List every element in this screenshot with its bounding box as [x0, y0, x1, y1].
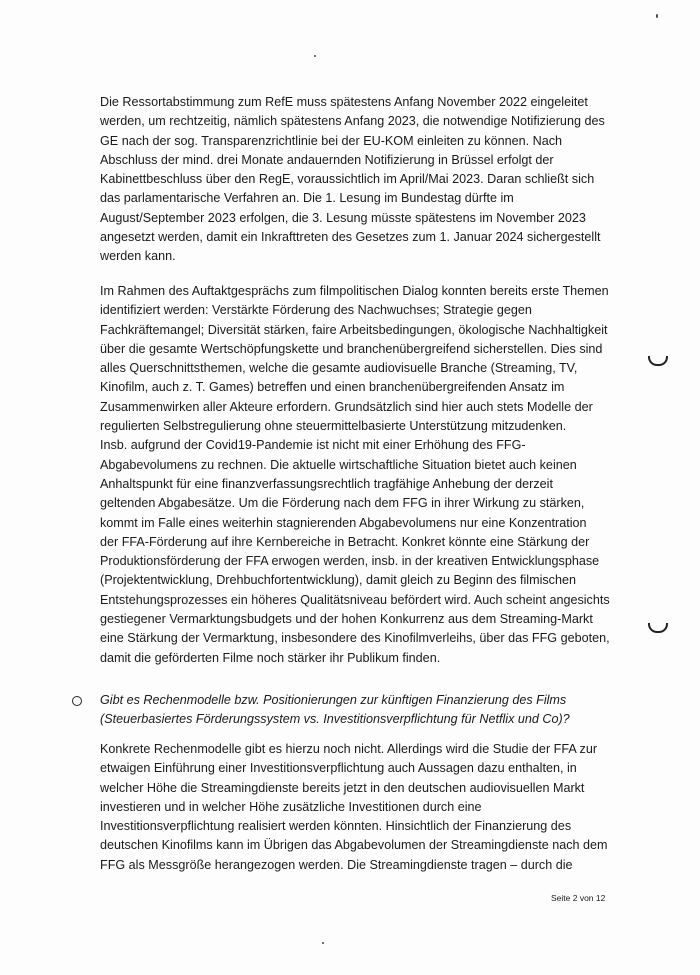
question-heading [100, 691, 620, 730]
text-line: Fachkräftemangel; Diversität stärken, faire Arbeitsbedingungen, ökologische Nachhaltigkeit [100, 322, 608, 337]
text-line: investieren und in welcher Höhe zusätzliche Investitionen durch eine [100, 799, 482, 814]
text-line: das parlamentarische Verfahren an. Die 1. Lesung im Bundestag dürfte im [100, 191, 514, 206]
text-line: Im Rahmen des Auftaktgesprächs zum filmpolitischen Dialog konnten bereits erste Themen [100, 284, 609, 298]
scan-speck [314, 55, 316, 57]
text-line: Zusammenwirken aller Akteure erfordern. Grundsätzlich sind hier auch stets Modelle der [100, 399, 593, 414]
text-line: Produktionsförderung der FFA erwogen werden, insb. in der kreativen Entwicklungsphase [100, 554, 600, 569]
text-line: identifiziert werden: Verstärkte Förderung des Nachwuchses; Strategie gegen [100, 303, 532, 318]
text-line: der FFA-Förderung auf ihre Kernbereiche in Betracht. Konkret könnte eine Stärkung der [100, 534, 590, 549]
scan-speck [322, 942, 324, 944]
text-line: regulierten Selbstregulierung ohne steuermittelbasierte Unterstützung mitzudenken. [100, 419, 567, 434]
text-line: Kabinettbeschluss über den RegE, voraussichtlich im April/Mai 2023. Daran schließt sich [100, 172, 595, 187]
handwritten-check-mark [648, 623, 668, 633]
text-line: welcher Höhe die Streamingdienste bereits jetzt in den deutschen audiovisuellen Markt [100, 780, 585, 795]
text-line: Entstehungsprozesses ein höheres Qualitätsniveau befördert wird. Auch scheint angesichts [100, 592, 610, 607]
text-line: eine Stärkung der Vermarktung, insbesondere des Kinofilmverleihs, über das FFG geboten, [100, 631, 610, 646]
bullet-circle-icon [72, 696, 82, 706]
paragraph-answer [100, 740, 615, 875]
text-line: werden, um rechtzeitig, nämlich spätestens Anfang 2023, die notwendige Notifizierung des [100, 114, 605, 129]
handwritten-check-mark [648, 356, 668, 366]
text-line: Investitionsverpflichtung realisiert werden könnten. Hinsichtlich der Finanzierung des [100, 819, 572, 834]
text-line: Insb. aufgrund der Covid19-Pandemie ist nicht mit einer Erhöhung des FFG- [100, 438, 526, 453]
text-line: Konkrete Rechenmodelle gibt es hierzu noch nicht. Allerdings wird die Studie der FFA zur [100, 742, 598, 756]
text-line: geltenden Abgabesätze. Um die Förderung nach dem FFG in ihrer Wirkung zu stärken, [100, 496, 585, 511]
text-line: Gibt es Rechenmodelle bzw. Positionierungen zur künftigen Finanzierung des Films [100, 693, 567, 707]
paragraph-timeline [100, 93, 615, 267]
text-line: über die gesamte Wertschöpfungskette und branchenübergreifend sicherstellen. Dies sind [100, 341, 603, 356]
text-line: Anhaltspunkt für eine finanzverfassungsrechtlich tragfähige Anhebung der derzeit [100, 476, 553, 491]
text-line: damit die geförderten Filme noch stärker ihr Publikum finden. [100, 650, 441, 665]
text-line: FFG als Messgröße herangezogen werden. Die Streamingdienste tragen – durch die [100, 857, 573, 872]
text-line: Kinofilm, auch z. T. Games) betreffen und einen branchenübergreifenden Ansatz im [100, 380, 565, 395]
text-line: August/September 2023 erfolgen, die 3. Lesung müsste spätestens im November 2023 [100, 210, 586, 225]
paragraph-dialog-themes [100, 282, 615, 668]
text-line: werden kann. [100, 249, 176, 264]
text-line: gestiegener Vermarktungsbudgets und der hohen Konkurrenz aus dem Streaming-Markt [100, 612, 593, 627]
scan-speck [656, 14, 658, 18]
text-line: kommt im Falle eines weiterhin stagnierenden Abgabevolumens nur eine Konzentration [100, 515, 587, 530]
text-line: (Projektentwicklung, Drehbuchfortentwicklung), damit gleich zu Beginn des filmischen [100, 573, 576, 588]
text-line: alles Querschnittsthemen, welche die gesamte audiovisuelle Branche (Streaming, TV, [100, 361, 578, 376]
text-line: Abgabevolumens zu rechnen. Die aktuelle wirtschaftliche Situation bietet auch keinen [100, 457, 577, 472]
text-line: deutschen Kinofilms kann im Übrigen das Abgabevolumen der Streamingdienste nach dem [100, 838, 608, 853]
text-line: GE nach der sog. Transparenzrichtlinie bei der EU-KOM einleiten zu können. Nach [100, 133, 563, 148]
text-line: (Steuerbasiertes Förderungssystem vs. Investitionsverpflichtung für Netflix und Co)? [100, 712, 570, 727]
text-line: angesetzt werden, damit ein Inkrafttreten des Gesetzes zum 1. Januar 2024 sichergestellt [100, 230, 601, 245]
text-line: Abschluss der mind. drei Monate andauernden Notifizierung in Brüssel erfolgt der [100, 152, 554, 167]
text-line: etwaigen Einführung einer Investitionsverpflichtung auch Aussagen dazu enthalten, in [100, 761, 577, 776]
text-line: Die Ressortabstimmung zum RefE muss spätestens Anfang November 2022 eingeleitet [100, 95, 588, 109]
page-number: Seite 2 von 12 [551, 893, 606, 903]
